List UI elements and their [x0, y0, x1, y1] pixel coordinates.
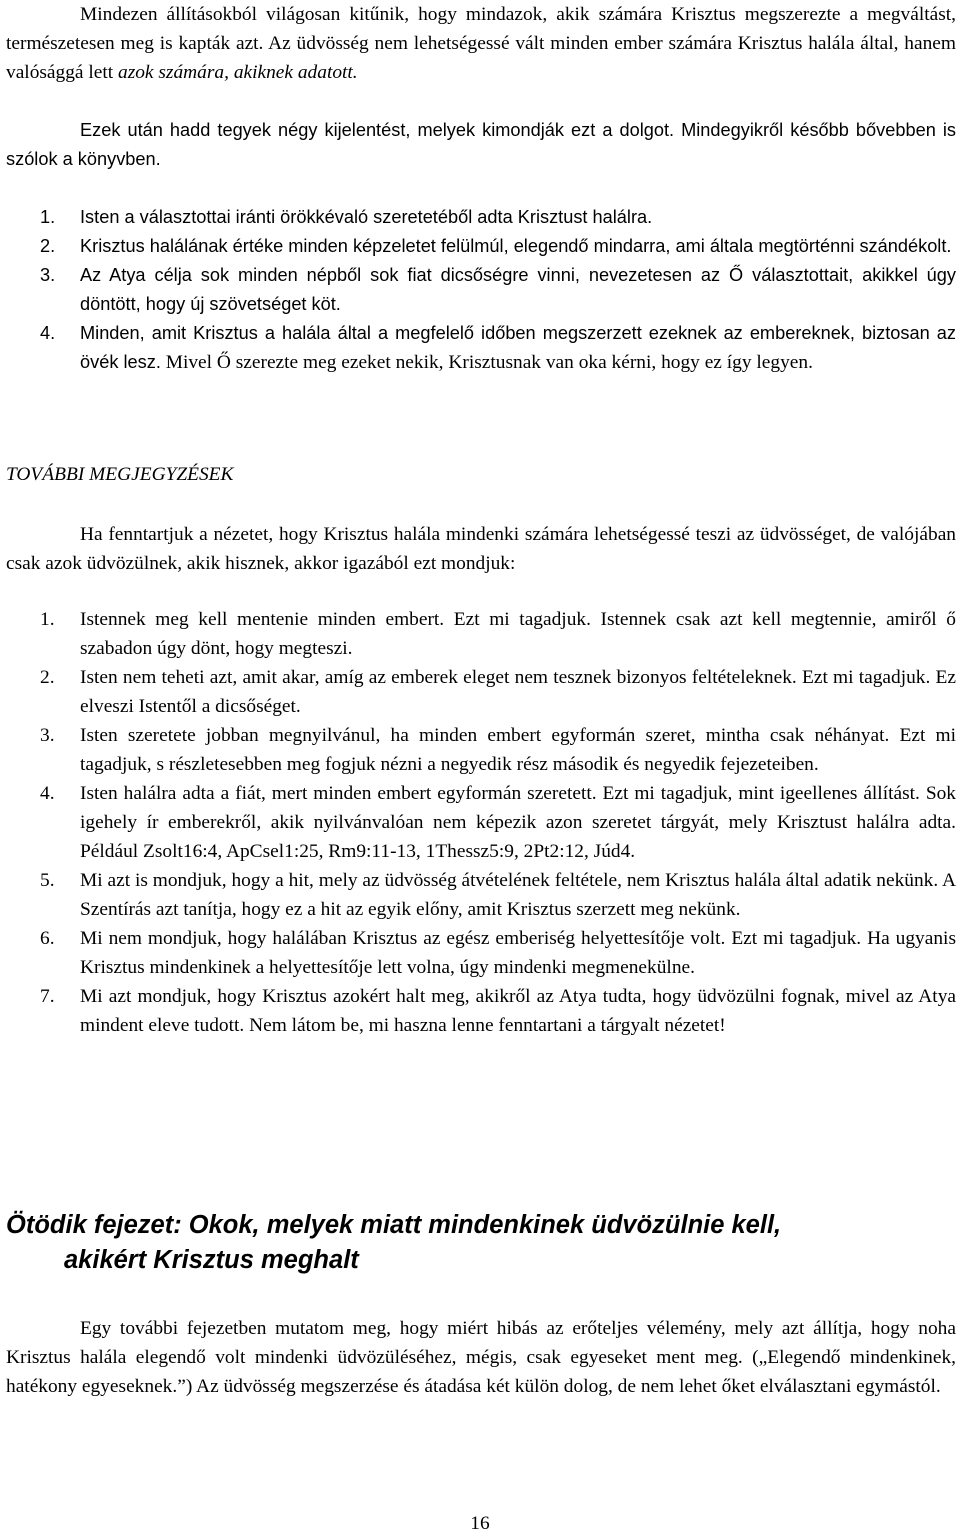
statement-list: [6, 203, 956, 377]
further-item-number: 6.: [40, 928, 55, 949]
chapter-title-line-1: Ötödik fejezet: Okok, melyek miatt mindenkinek üdvözülnie kell,: [6, 1211, 782, 1239]
further-item-text: Isten halálra adta a fiát, mert minden embert egyformán szeretett. Ezt mi tagadjuk, mint igeellenes állítást. Sok igehely ír emberekről, akik nyilvánvalóan nem képezik azon szeretet tárgyát, mely Krisztust halálra adta. Például Zsolt16:4, ApCsel1:25, Rm9:11-13, 1Thessz5:9, 2Pt2:12, Júd4.: [80, 783, 956, 862]
section-heading: TOVÁBBI MEGJEGYZÉSEK: [6, 464, 234, 485]
intro-paragraph-2: Ezek után hadd tegyek négy kijelentést, melyek kimondják ezt a dolgot. Mindegyikről később bővebben is szólok a könyvben.: [6, 120, 956, 169]
further-item-number: 1.: [40, 609, 55, 630]
statement-item: [6, 319, 956, 377]
further-item-text: Isten szeretete jobban megnyilvánul, ha minden embert egyformán szeret, mintha csak néhányat. Ezt mi tagadjuk, s részletesebben meg fogjuk nézni a negyedik rész második és negyedik fejezeteiben.: [80, 725, 956, 775]
statement-item: [6, 232, 956, 261]
further-item-number: 2.: [40, 667, 55, 688]
statement-text: Az Atya célja sok minden népből sok fiat dicsőségre vinni, nevezetesen az Ő választottait, akikkel úgy döntött, hogy új szövetséget köt.: [80, 265, 956, 314]
statement-item: [6, 203, 956, 232]
further-item-number: 5.: [40, 870, 55, 891]
further-item: [6, 924, 956, 982]
chapter-paragraph: Egy további fejezetben mutatom meg, hogy miért hibás az erőteljes vélemény, mely azt állítja, hogy noha Krisztus halála elegendő volt mindenki üdvözüléséhez, mégis, csak egyeseket ment meg. („Elegendő mindenkinek, hatékony egyeseknek.”) Az üdvösség megszerzése és átadása két külön dolog, de nem lehet őket elválasztani egymástól.: [6, 1318, 956, 1397]
statement-text: Isten a választottai iránti örökkévaló szeretetéből adta Krisztust halálra.: [80, 207, 653, 227]
further-item-text: Mi azt mondjuk, hogy Krisztus azokért halt meg, akikről az Atya tudta, hogy üdvözülni fognak, mivel az Atya mindent eleve tudott. Nem látom be, mi haszna lenne fenntartani a tárgyalt nézetet!: [80, 986, 956, 1036]
further-list: [6, 605, 956, 1040]
further-intro-paragraph: Ha fenntartjuk a nézetet, hogy Krisztus halála mindenki számára lehetségessé teszi az üdvösséget, de valójában csak azok üdvözülnek, akik hisznek, akkor igazából ezt mondjuk:: [6, 524, 956, 574]
further-item: [6, 721, 956, 779]
chapter-title-line-2: akikért Krisztus meghalt: [64, 1246, 359, 1274]
statement-item: [6, 261, 956, 319]
further-item-number: 4.: [40, 783, 55, 804]
statement-text-continued: Mivel Ő szerezte meg ezeket nekik, Krisztusnak van oka kérni, hogy ez így legyen.: [160, 352, 813, 373]
intro-paragraph-1: [6, 0, 956, 87]
further-item: [6, 982, 956, 1040]
further-item: [6, 866, 956, 924]
intro-paragraph-1-text: Mindezen állításokból világosan kitűnik, hogy mindazok, akik számára Krisztus megszerezte a megváltást, természetesen meg is kapták azt. Az üdvösség nem lehetségessé vált minden ember számára Krisztus halála által, hanem valósággá lett: [6, 4, 956, 83]
further-item-text: Istennek meg kell mentenie minden embert. Ezt mi tagadjuk. Istennek csak azt kell megtennie, amiről ő szabadon úgy dönt, hogy megteszi.: [80, 609, 956, 659]
statement-number: 4.: [40, 323, 56, 343]
page-number: 16: [470, 1513, 490, 1534]
statement-number: 3.: [40, 265, 56, 285]
further-item-number: 7.: [40, 986, 55, 1007]
statement-number: 1.: [40, 207, 56, 227]
further-item: [6, 605, 956, 663]
further-item: [6, 779, 956, 866]
statement-text: Krisztus halálának értéke minden képzeletet felülmúl, elegendő mindarra, ami általa megtörténni szándékolt.: [80, 236, 952, 256]
statement-number: 2.: [40, 236, 56, 256]
statement-text: Minden, amit Krisztus a halála által a megfelelő időben megszerzett ezeknek az embereknek, biztosan az övék lesz.: [80, 323, 956, 372]
further-item-number: 3.: [40, 725, 55, 746]
chapter-title: [6, 1208, 956, 1278]
intro-paragraph-1-italic: azok számára, akiknek adatott.: [118, 62, 358, 83]
further-item-text: Isten nem teheti azt, amit akar, amíg az emberek eleget nem tesznek bizonyos feltételeknek. Ezt mi tagadjuk. Ez elveszi Istentől a dicsőséget.: [80, 667, 956, 717]
further-item: [6, 663, 956, 721]
further-item-text: Mi azt is mondjuk, hogy a hit, mely az üdvösség átvételének feltétele, nem Krisztus halála által adatik nekünk. A Szentírás azt tanítja, hogy ez a hit az egyik előny, amit Krisztus szerzett meg nekünk.: [80, 870, 956, 920]
further-item-text: Mi nem mondjuk, hogy halálában Krisztus az egész emberiség helyettesítője volt. Ezt mi tagadjuk. Ha ugyanis Krisztus mindenkinek a helyettesítője lett volna, úgy mindenki megmenekülne.: [80, 928, 956, 978]
